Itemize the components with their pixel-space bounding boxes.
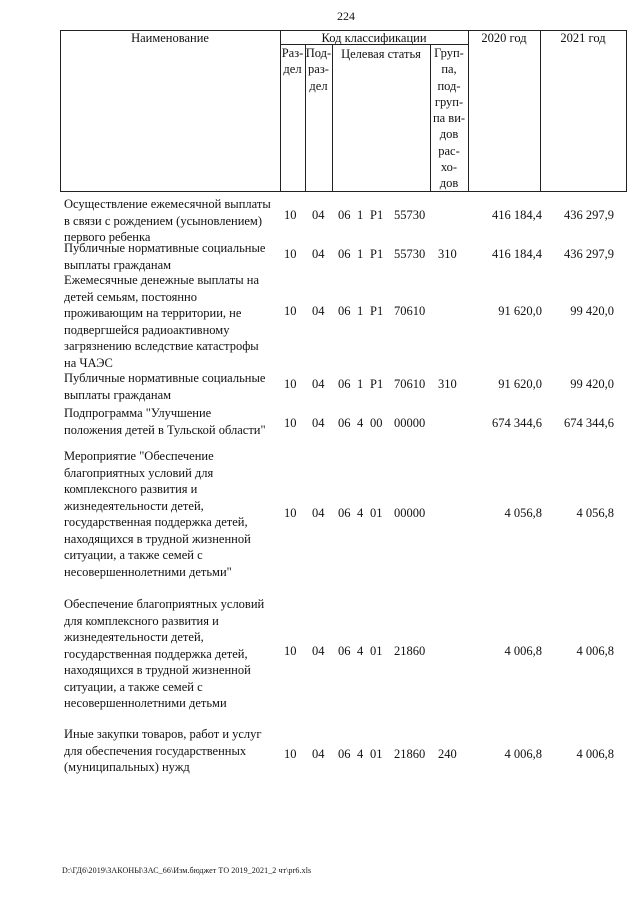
row-name-line: Осуществление ежемесячной выплаты bbox=[64, 197, 271, 211]
direction-code: 21860 bbox=[394, 644, 426, 658]
row-name-line: загрязнению вследствие катастрофы bbox=[64, 339, 259, 353]
header-section: Раз- дел bbox=[281, 46, 304, 77]
program-code: 06 bbox=[338, 377, 351, 391]
row-name-line: находящихся в трудной жизненной bbox=[64, 531, 251, 546]
row-name-line: государственная поддержка детей, bbox=[64, 646, 248, 661]
direction-code: 55730 bbox=[394, 208, 426, 222]
value-2021: 436 297,9 bbox=[564, 208, 614, 222]
header-subsection: Под- раз- дел bbox=[305, 46, 332, 93]
row-name bbox=[64, 596, 278, 712]
value-2020: 4 006,8 bbox=[504, 644, 542, 658]
row-name-line: для комплексного развития и bbox=[64, 613, 219, 628]
value-2020: 416 184,4 bbox=[492, 208, 542, 222]
value-2020: 674 344,6 bbox=[492, 416, 542, 430]
measure-code: 01 bbox=[370, 644, 383, 658]
row-name-line: благоприятных условий для bbox=[64, 465, 214, 480]
file-path-footer: D:\ГД6\2019\ЗАКОНЫ\ЗАС_66\Изм.бюджет ТО 2019_2021_2 чт\pr6.xls bbox=[62, 866, 312, 875]
row-name-line: ситуации, а также семей с bbox=[64, 679, 203, 694]
direction-code: 00000 bbox=[394, 416, 426, 430]
measure-code: P1 bbox=[370, 304, 384, 318]
subsection-code: 04 bbox=[312, 506, 325, 520]
row-name-line: выплаты гражданам bbox=[64, 387, 172, 402]
row-name-line: государственная поддержка детей, bbox=[64, 515, 248, 529]
header-2021: 2021 год bbox=[560, 31, 606, 45]
program-code: 06 bbox=[338, 208, 351, 222]
value-2021: 436 297,9 bbox=[564, 247, 614, 261]
measure-code: P1 bbox=[370, 377, 384, 391]
row-name bbox=[64, 726, 278, 776]
section-code: 10 bbox=[284, 416, 297, 430]
row-name bbox=[64, 370, 278, 403]
row-name bbox=[64, 448, 278, 580]
row-name bbox=[64, 196, 278, 246]
row-name bbox=[64, 240, 278, 273]
row-name-line: комплексного развития и bbox=[64, 482, 198, 496]
row-name-line: для обеспечения государственных bbox=[64, 743, 247, 758]
row-name-line: Иные закупки товаров, работ и услуг bbox=[64, 727, 262, 741]
program-code: 06 bbox=[338, 506, 351, 520]
row-name-line: первого ребенка bbox=[64, 230, 151, 244]
expense-type-code: 240 bbox=[438, 747, 457, 761]
row-name-line: на ЧАЭС bbox=[64, 355, 113, 370]
value-2021: 99 420,0 bbox=[570, 377, 614, 391]
row-name-line: ситуации, а также семей с bbox=[64, 548, 203, 562]
subsection-code: 04 bbox=[312, 644, 325, 658]
section-code: 10 bbox=[284, 377, 297, 391]
value-2020: 416 184,4 bbox=[492, 247, 542, 261]
subprogram-code: 4 bbox=[357, 416, 364, 430]
row-name-line: Подпрограмма "Улучшение bbox=[64, 406, 212, 420]
subprogram-code: 1 bbox=[357, 208, 364, 222]
row-name-line: Ежемесячные денежные выплаты на bbox=[64, 273, 259, 287]
value-2021: 4 006,8 bbox=[576, 747, 614, 761]
page-number: 224 bbox=[337, 9, 355, 23]
measure-code: 01 bbox=[370, 747, 383, 761]
value-2020: 4 006,8 bbox=[504, 747, 542, 761]
program-code: 06 bbox=[338, 247, 351, 261]
direction-code: 55730 bbox=[394, 247, 426, 261]
subsection-code: 04 bbox=[312, 304, 325, 318]
program-code: 06 bbox=[338, 416, 351, 430]
direction-code: 70610 bbox=[394, 377, 426, 391]
measure-code: P1 bbox=[370, 208, 384, 222]
row-name-line: выплаты гражданам bbox=[64, 257, 172, 272]
row-name-line: Мероприятие "Обеспечение bbox=[64, 449, 214, 463]
subprogram-code: 1 bbox=[357, 377, 364, 391]
row-name-line: (муниципальных) нужд bbox=[64, 760, 190, 774]
direction-code: 70610 bbox=[394, 304, 426, 318]
header-2020: 2020 год bbox=[481, 31, 527, 45]
row-name-line: Публичные нормативные социальные bbox=[64, 241, 266, 255]
value-2021: 4 006,8 bbox=[576, 644, 614, 658]
measure-code: 01 bbox=[370, 506, 383, 520]
value-2020: 4 056,8 bbox=[504, 506, 542, 520]
subsection-code: 04 bbox=[312, 416, 325, 430]
value-2021: 4 056,8 bbox=[576, 506, 614, 520]
direction-code: 00000 bbox=[394, 506, 426, 520]
subprogram-code: 1 bbox=[357, 304, 364, 318]
section-code: 10 bbox=[284, 644, 297, 658]
row-name-line: проживающим на территории, не bbox=[64, 306, 242, 320]
header-expense-group: Груп- па, под- груп- па ви- дов рас- хо- дов bbox=[432, 46, 466, 191]
row-name-line: Публичные нормативные социальные bbox=[64, 371, 266, 385]
section-code: 10 bbox=[284, 247, 297, 261]
program-code: 06 bbox=[338, 644, 351, 658]
section-code: 10 bbox=[284, 208, 297, 222]
expense-type-code: 310 bbox=[438, 377, 457, 391]
row-name-line: детей семьям, постоянно bbox=[64, 289, 197, 304]
subsection-code: 04 bbox=[312, 747, 325, 761]
header-name: Наименование bbox=[131, 31, 209, 45]
expense-type-code: 310 bbox=[438, 247, 457, 261]
direction-code: 21860 bbox=[394, 747, 426, 761]
subprogram-code: 4 bbox=[357, 644, 364, 658]
row-name-line: жизнедеятельности детей, bbox=[64, 630, 204, 644]
row-name-line: Обеспечение благоприятных условий bbox=[64, 597, 265, 611]
subsection-code: 04 bbox=[312, 247, 325, 261]
table-header bbox=[60, 30, 627, 192]
value-2020: 91 620,0 bbox=[498, 304, 542, 318]
row-name-line: положения детей в Тульской области" bbox=[64, 422, 266, 437]
row-name-line: несовершеннолетними детьми bbox=[64, 696, 227, 710]
subprogram-code: 1 bbox=[357, 247, 364, 261]
subprogram-code: 4 bbox=[357, 747, 364, 761]
section-code: 10 bbox=[284, 506, 297, 520]
row-name-line: жизнедеятельности детей, bbox=[64, 498, 204, 513]
measure-code: P1 bbox=[370, 247, 384, 261]
row-name bbox=[64, 405, 278, 438]
section-code: 10 bbox=[284, 747, 297, 761]
row-name-line: в связи с рождением (усыновлением) bbox=[64, 213, 263, 228]
program-code: 06 bbox=[338, 747, 351, 761]
subsection-code: 04 bbox=[312, 377, 325, 391]
row-name-line: подвергшейся радиоактивному bbox=[64, 322, 230, 337]
measure-code: 00 bbox=[370, 416, 383, 430]
subprogram-code: 4 bbox=[357, 506, 364, 520]
header-code-group: Код классификации bbox=[321, 31, 427, 45]
row-name-line: находящихся в трудной жизненной bbox=[64, 663, 251, 677]
header-target: Целевая статья bbox=[341, 47, 421, 61]
row-name-line: несовершеннолетними детьми" bbox=[64, 564, 232, 579]
value-2021: 674 344,6 bbox=[564, 416, 614, 430]
value-2020: 91 620,0 bbox=[498, 377, 542, 391]
program-code: 06 bbox=[338, 304, 351, 318]
row-name bbox=[64, 272, 278, 371]
subsection-code: 04 bbox=[312, 208, 325, 222]
value-2021: 99 420,0 bbox=[570, 304, 614, 318]
section-code: 10 bbox=[284, 304, 297, 318]
